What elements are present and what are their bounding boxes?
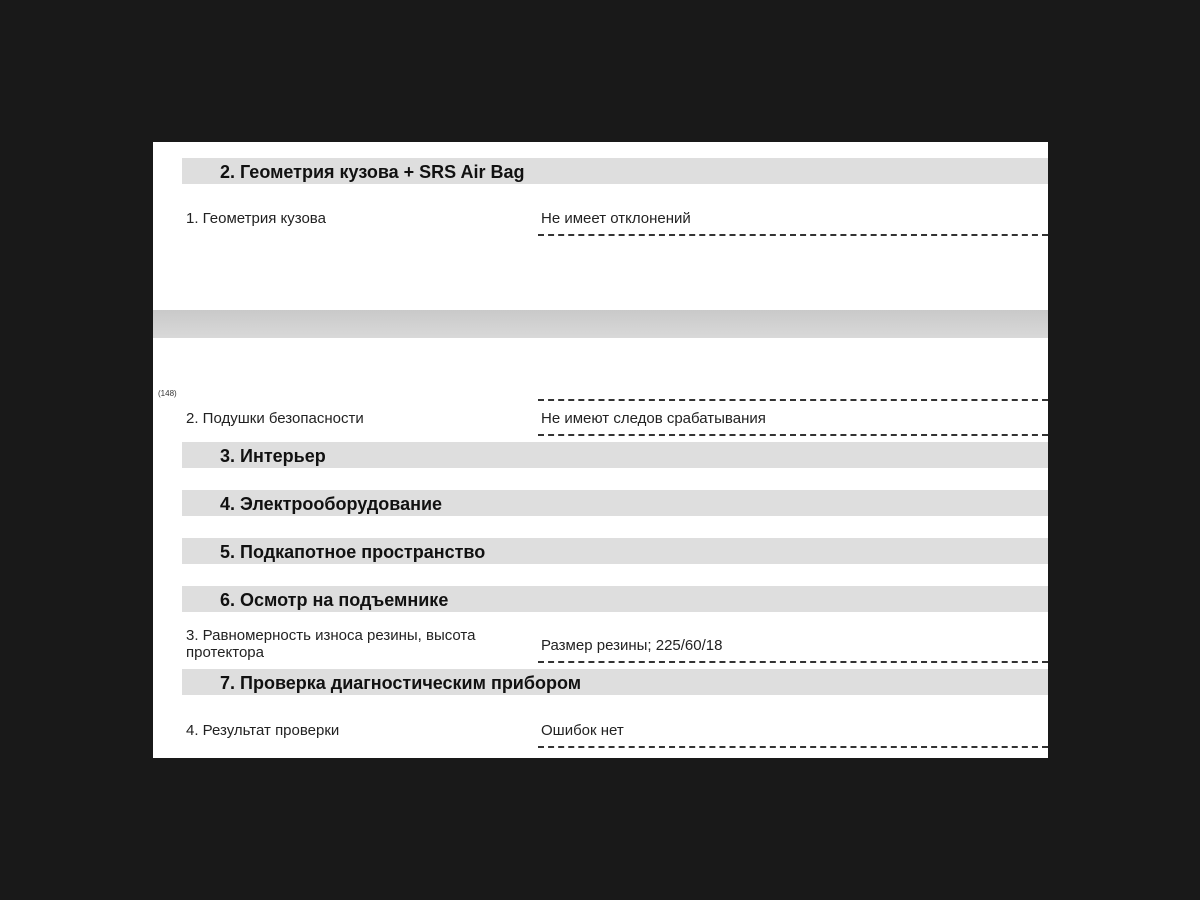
section-title: 4. Электрооборудование xyxy=(220,494,443,514)
section-title: 3. Интерьер xyxy=(220,446,326,466)
section-header-body-geometry xyxy=(182,158,1048,184)
section-title: 6. Осмотр на подъемнике xyxy=(220,590,449,610)
section-title: 7. Проверка диагностическим прибором xyxy=(220,673,582,693)
item-label-body-geometry: 1. Геометрия кузова xyxy=(186,210,326,227)
item-label-check-result: 4. Результат проверки xyxy=(186,722,340,739)
dashed-underline xyxy=(538,399,1048,401)
section-title: 2. Геометрия кузова + SRS Air Bag xyxy=(220,162,525,182)
item-value-airbags: Не имеют следов срабатывания xyxy=(541,410,766,427)
dashed-underline xyxy=(538,234,1048,236)
item-label-airbags: 2. Подушки безопасности xyxy=(186,410,364,427)
section-title: 5. Подкапотное пространство xyxy=(220,542,486,562)
section-header-engine-bay xyxy=(182,538,1048,564)
item-value-tire-wear: Размер резины; 225/60/18 xyxy=(541,637,723,654)
section-header-diagnostics xyxy=(182,669,1048,695)
section-header-electrical xyxy=(182,490,1048,516)
page-separator xyxy=(153,310,1048,338)
dashed-underline xyxy=(538,434,1048,436)
dashed-underline xyxy=(538,661,1048,663)
dashed-underline xyxy=(538,746,1048,748)
item-value-check-result: Ошибок нет xyxy=(541,722,624,739)
page-bottom xyxy=(153,338,1048,758)
item-value-body-geometry: Не имеет отклонений xyxy=(541,210,691,227)
page-number: (148) xyxy=(158,389,177,398)
page-top xyxy=(153,142,1048,310)
section-header-interior xyxy=(182,442,1048,468)
item-label-tire-wear: 3. Равномерность износа резины, высота протектора xyxy=(186,627,476,661)
section-header-lift-inspection xyxy=(182,586,1048,612)
